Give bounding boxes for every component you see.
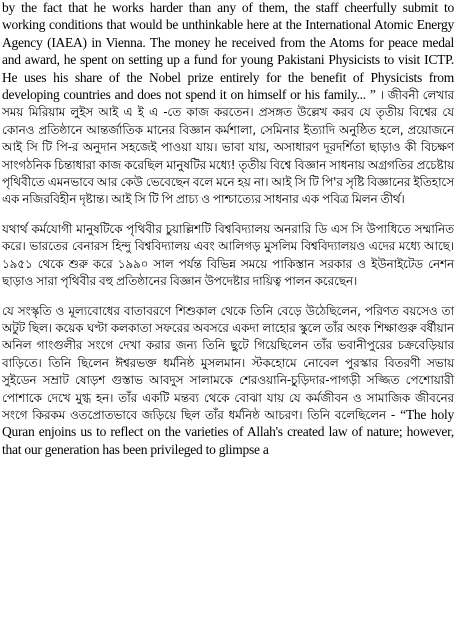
paragraph-3 <box>2 303 454 460</box>
paragraph-2-bengali: যথার্থ কর্মযোগী মানুষটিকে পৃথিবীর চুয়াল্লিশটি বিশ্ববিদ্যালয় অনরারি ডি এস সি উপাধিতে সম্মানিত করে। ভারতের বেনারস হিন্দু বিশ্ববিদ্যালয় এবং আলিগড় মুসলিম বিশ্ববিদ্যালয়ও এদের মধ্যে আছে। ১৯৫১ থেকে শুরু করে ১৯৯০ সাল পর্যন্ত বিভিন্ন সময়ে পাকিস্তান সরকার ও ইউনাইটেড নেশন ছাড়াও সারা পৃথিবীর বহু প্রতিষ্ঠানের বিজ্ঞান উপদেষ্টার দায়িত্ব পালন করেছেন। <box>2 221 454 289</box>
document-page <box>2 0 454 459</box>
paragraph-1-english: by the fact that he works harder than any of them, the staff cheerfully submit to working conditions that would be unthinkable here at the International Atomic Energy Agency (IAEA) in Vienna. The money he received from the Atoms for peace medal and award, he spent on setting up a fund for young Pakistani Physicists to visit ICTP. He uses his share of the Nobel prize entirely for the benefit of Physicists from developing countries and does not spend it on himself or his family... ” <box>2 0 454 103</box>
paragraph-3-english: “The holy Quran enjoins us to reflect on the varieties of Allah's created law of nature; however, that our generation has been privileged to glimpse a <box>2 406 454 457</box>
paragraph-gap <box>2 291 454 303</box>
paragraph-1-bengali: । জীবনী লেখার সময় মিরিয়াম লুইস আই এ ই এ -তে কাজ করতেন। প্রসঙ্গত উল্লেখ করব যে তৃতীয় বিশ্বের যে কোনও প্রতিষ্ঠানে আন্তর্জাতিক মানের বিজ্ঞান কর্মশালা, সেমিনার ইত্যাদি অনুষ্ঠিত হলে, প্রয়োজনে আই সি টি পি-র অনুদান সহজেই পাওয়া যায়। ভাবা যায়, অসাধারণ দূরদর্শিতা ছাড়াও কী বিচক্ষণ সাংগঠনিক চিন্তাধারা কাজ করেছিল মানুষটির মধ্যে! তৃতীয় বিশ্বে বিজ্ঞান সাধনায় অগ্রগতির প্রচেষ্টায় পৃথিবীতে এমনভাবে আর কেউ ভেবেছেন বলে মনে হয় না। আই সি টি পি'র সৃষ্টি বিজ্ঞানের ইতিহাসে এক নজিরবিহীন দৃষ্টান্ত। আই সি টি পি প্রাচ্য ও পাশ্চাত্যের সাধনার এক পবিত্র মিলন তীর্থ। <box>2 88 454 207</box>
paragraph-2 <box>2 221 454 291</box>
paragraph-1 <box>2 0 454 209</box>
paragraph-3-bengali: যে সংস্কৃতি ও মূল্যবোধের বাতাবরণে শিশুকাল থেকে তিনি বেড়ে উঠেছিলেন, পরিণত বয়সেও তা অটুট ছিল। কয়েক ঘণ্টা কলকাতা সফরের অবসরে একদা লাহোর স্কুলে তাঁর অংক শিক্ষাগুরু বর্ষীয়ান অনিল গাংগুলীর সংগে দেখা করার জন্য তিনি ছুটে গিয়েছিলেন তাঁর ভবানীপুরের চক্রবেড়িয়ার বাড়িতে। তিনি ছিলেন ঈশ্বরভক্ত ধর্মনিষ্ঠ মুসলমান। স্টকহোমে নোবেল পুরস্কার বিতরণী সভায় সুইডেন সম্রাট ষোড়শ গুস্তাভ আবদুস সালামকে শেরওয়ানি-চুড়িদার-পাগড়ী সজ্জিত পেশোয়ারী পোশাকে দেখে মুগ্ধ হন। তাঁর একটি মন্তব্য থেকে বোঝা যায় যে কর্মজীবন ও সামাজিক জীবনের সংগে কিরকম ওতপ্রোতভাবে জড়িয়ে ছিল তাঁর ধর্মনিষ্ঠ আচরণ। তিনি বলেছিলেন - <box>2 303 454 422</box>
paragraph-gap <box>2 209 454 221</box>
